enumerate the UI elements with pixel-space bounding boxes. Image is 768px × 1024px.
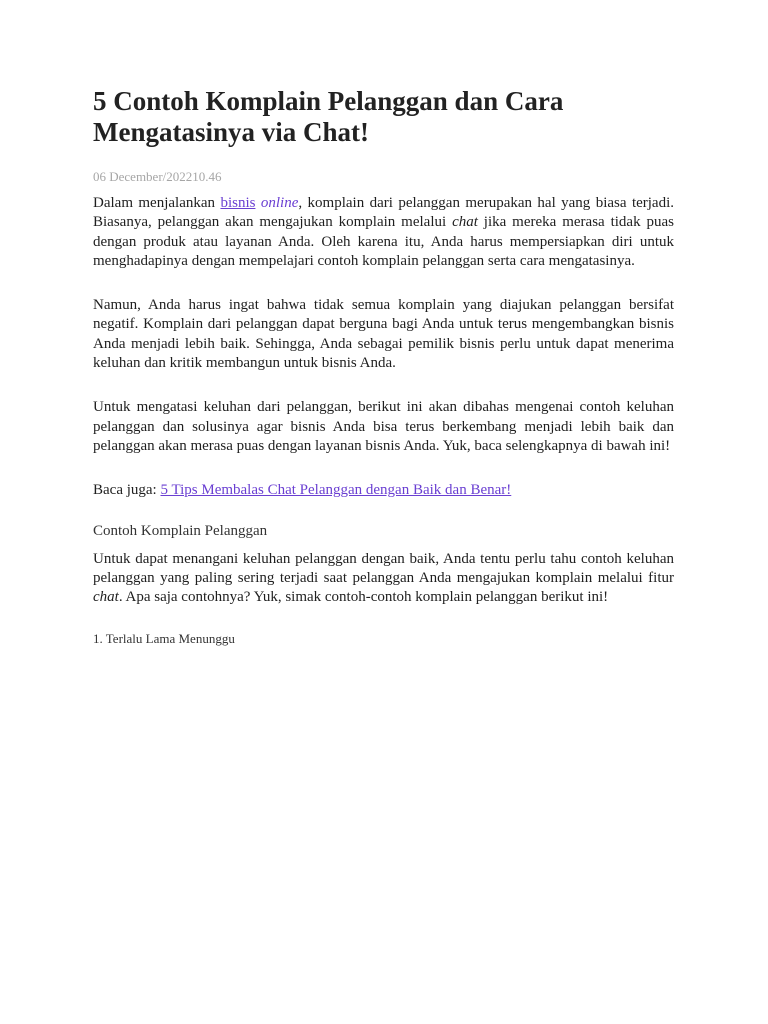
section-heading: Contoh Komplain Pelanggan xyxy=(93,522,268,539)
intro-text-1: Dalam menjalankan xyxy=(93,195,221,211)
body-paragraph-3: Untuk mengatasi keluhan dari pelanggan, berikut ini akan dibahas mengenai contoh keluhan pelanggan dan solusinya agar bisnis Anda bisa terus berkembang menjadi lebih baik dan pelanggan akan merasa puas dengan layanan bisnis Anda. Yuk, baca selengkapnya di bawah ini! xyxy=(93,399,674,454)
read-also-label: Baca juga: xyxy=(93,482,161,499)
online-emphasis: online xyxy=(260,195,299,211)
intro-text-2: , komplain dari pelanggan merupakan hal yang biasa terjadi. Biasanya, pelanggan akan mengajukan komplain melalui xyxy=(93,195,675,231)
p5-text-2: . Apa saja contohnya? Yuk, simak contoh-contoh komplain pelanggan berikut ini! xyxy=(118,589,609,606)
p5-chat-emphasis: chat xyxy=(93,589,119,606)
read-also-line xyxy=(93,481,674,500)
chat-emphasis: chat xyxy=(452,214,478,231)
article xyxy=(93,86,674,647)
read-also-link[interactable]: 5 Tips Membalas Chat Pelanggan dengan Baik dan Benar! xyxy=(160,482,512,499)
intro-text-3: jika mereka merasa tidak puas dengan produk atau layanan Anda. Oleh karena itu, Anda harus mempersiapkan diri untuk menghadapinya dengan mempelajari contoh komplain pelanggan serta cara mengatasinya. xyxy=(93,214,674,269)
bisnis-link[interactable]: bisnis xyxy=(220,195,256,211)
article-title: 5 Contoh Komplain Pelanggan dan Cara Mengatasinya via Chat! xyxy=(93,86,564,147)
body-paragraph-2: Namun, Anda harus ingat bahwa tidak semua komplain yang diajukan pelanggan bersifat negatif. Komplain dari pelanggan dapat berguna bagi Anda untuk terus mengembangkan bisnis Anda menjadi lebih baik. Sehingga, Anda sebagai pemilik bisnis perlu untuk dapat menerima keluhan dan kritik membangun untuk bisnis Anda. xyxy=(93,297,674,372)
p5-text-1: Untuk dapat menangani keluhan pelanggan dengan baik, Anda tentu perlu tahu contoh keluhan pelanggan yang paling sering terjadi saat pelanggan Anda mengajukan komplain melalui fitur xyxy=(93,550,674,586)
article-date: 06 December/202210.46 xyxy=(93,169,222,184)
intro-paragraph xyxy=(93,194,674,271)
list-item-heading: 1. Terlalu Lama Menunggu xyxy=(93,631,235,647)
body-paragraph-5 xyxy=(93,550,674,608)
